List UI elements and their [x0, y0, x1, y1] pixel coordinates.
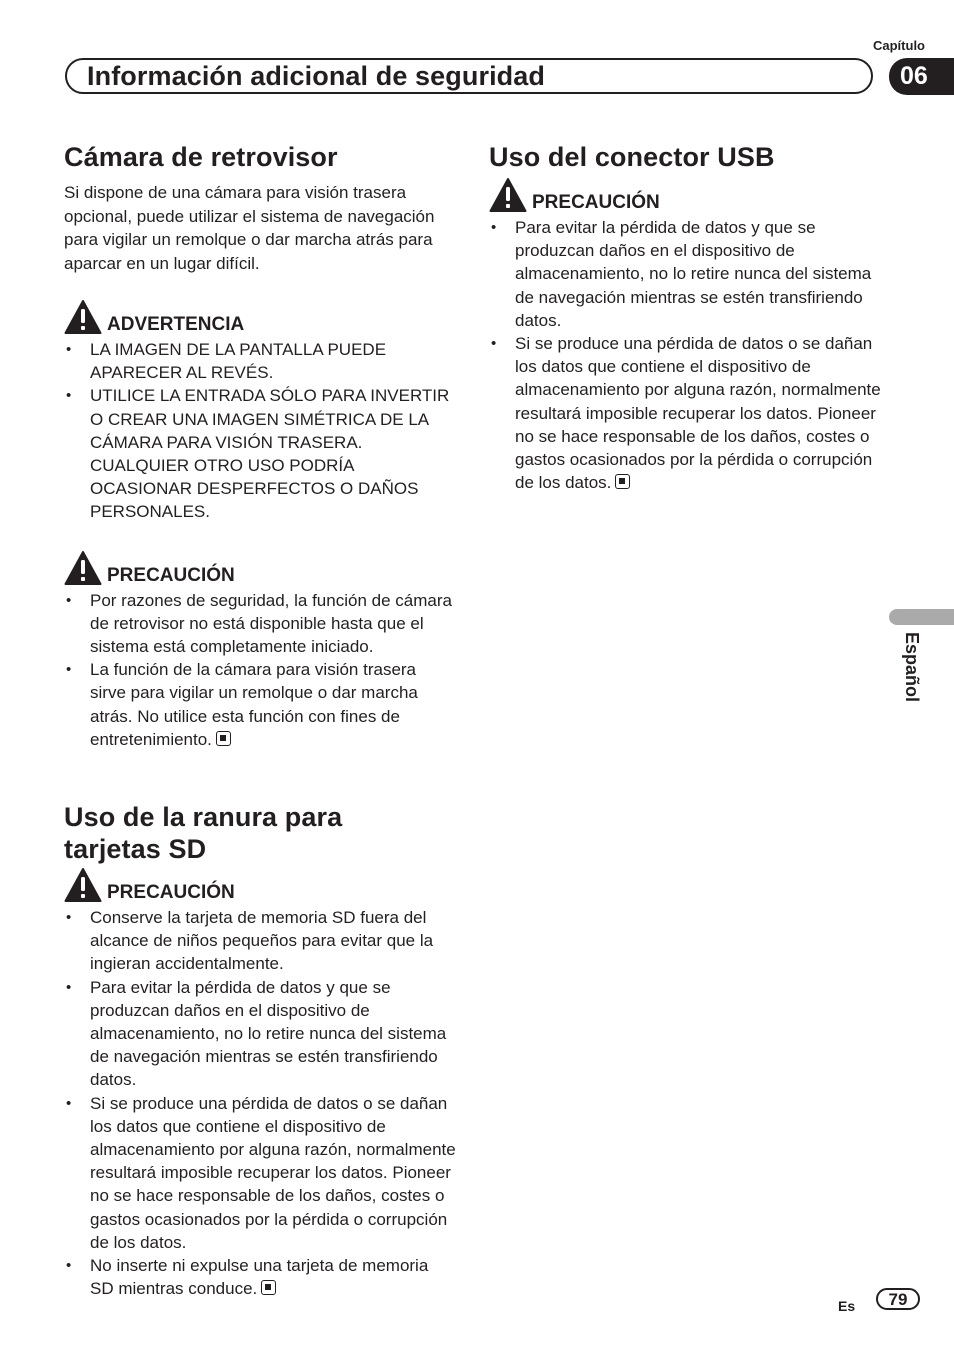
- warning-notice: [64, 297, 456, 335]
- list-item: • Conserve la tarjeta de memoria SD fuera del alcance de niños pequeños para evitar que la ingieran accidentalmente.: [64, 906, 456, 976]
- left-column: [64, 141, 456, 1301]
- caution-list-usb: [489, 216, 881, 494]
- caution-title: PRECAUCIÓN: [532, 192, 660, 213]
- warning-title: ADVERTENCIA: [107, 314, 245, 335]
- section-title-usb: Uso del conector USB: [489, 142, 775, 172]
- warning-list: [64, 338, 456, 524]
- caution-list-sd: [64, 906, 456, 1300]
- list-item: • Por razones de seguridad, la función de cámara de retrovisor no está disponible hasta que el sistema está completamente iniciado.: [64, 589, 456, 659]
- warning-triangle-icon: [64, 867, 102, 903]
- end-of-section-icon: [615, 474, 630, 489]
- list-item: • Si se produce una pérdida de datos o se dañan los datos que contiene el dispositivo de almacenamiento por alguna razón, normalmente resultará imposible recuperar los datos. Pioneer no se hace responsable de los daños, costes o gastos ocasionados por la pérdida o corrupción de los datos.: [64, 1092, 456, 1254]
- caution-notice-sd: [64, 865, 456, 903]
- section-title-camera: Cámara de retrovisor: [64, 142, 338, 172]
- footer-language-code: Es: [838, 1298, 856, 1314]
- page-title: Información adicional de seguridad: [87, 61, 545, 91]
- warning-triangle-icon: [64, 299, 102, 335]
- warning-triangle-icon: [489, 177, 527, 213]
- caution-title: PRECAUCIÓN: [107, 882, 235, 904]
- language-label: Español: [902, 632, 922, 703]
- list-item: • Si se produce una pérdida de datos o se dañan los datos que contiene el dispositivo de almacenamiento por alguna razón, normalmente resultará imposible recuperar los datos. Pioneer no se hace responsable de los daños, costes o gastos ocasionados por la pérdida o corrupción de los datos.: [489, 332, 881, 494]
- chapter-number: 06: [889, 58, 954, 95]
- right-column: [489, 141, 881, 494]
- chapter-label: Capítulo: [873, 38, 925, 53]
- camera-body-text: Si dispone de una cámara para visión trasera opcional, puede utilizar el sistema de navegación para vigilar un remolque o dar marcha atrás para aparcar en un lugar difícil.: [64, 183, 435, 273]
- caution-list-camera: [64, 589, 456, 751]
- list-item: • UTILICE LA ENTRADA SÓLO PARA INVERTIR O CREAR UNA IMAGEN SIMÉTRICA DE LA CÁMARA PARA VISIÓN TRASERA. CUALQUIER OTRO USO PODRÍA OCASIONAR DESPERFECTOS O DAÑOS PERSONALES.: [64, 384, 456, 523]
- page-number: 79: [876, 1288, 920, 1310]
- caution-notice-camera: [64, 548, 456, 586]
- caution-title: PRECAUCIÓN: [107, 564, 235, 586]
- caution-notice-usb: [489, 175, 881, 213]
- list-item: • No inserte ni expulse una tarjeta de memoria SD mientras conduce.: [64, 1254, 456, 1300]
- list-item: • La función de la cámara para visión trasera sirve para vigilar un remolque o dar marcha atrás. No utilice esta función con fines de entretenimiento.: [64, 658, 456, 751]
- list-item: • Para evitar la pérdida de datos y que se produzcan daños en el dispositivo de almacenamiento, no lo retire nunca del sistema de navegación mientras se estén transfiriendo datos.: [64, 976, 456, 1092]
- warning-triangle-icon: [64, 550, 102, 586]
- end-of-section-icon: [261, 1280, 276, 1295]
- language-tab: [889, 609, 954, 625]
- list-item: • Para evitar la pérdida de datos y que se produzcan daños en el dispositivo de almacenamiento, no lo retire nunca del sistema de navegación mientras se estén transfiriendo datos.: [489, 216, 881, 332]
- list-item: • LA IMAGEN DE LA PANTALLA PUEDE APARECER AL REVÉS.: [64, 338, 456, 384]
- section-title-sd: Uso de la ranura para tarjetas SD: [64, 802, 343, 865]
- end-of-section-icon: [216, 731, 231, 746]
- header-bar: [65, 58, 873, 94]
